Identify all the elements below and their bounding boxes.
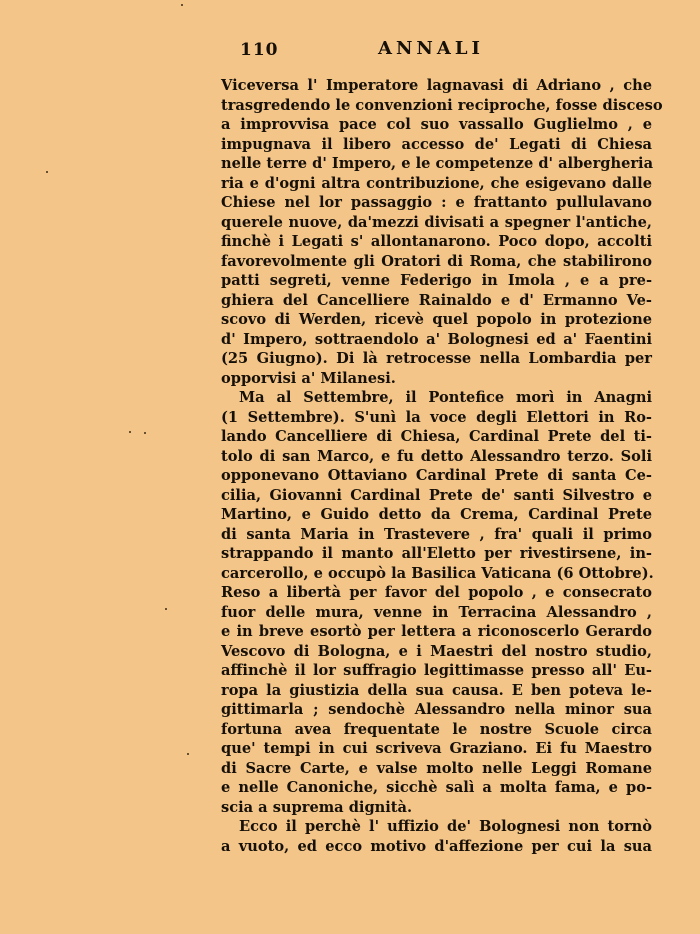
text-line: opponevano Ottaviano Cardinal Prete di santa Ce- <box>221 467 652 484</box>
text-line: ghiera del Cancelliere Rainaldo e d' Ermanno Ve- <box>221 291 652 309</box>
text-line: patti segreti, venne Federigo in Imola , e a pre- <box>221 272 652 289</box>
text-line: favorevolmente gli Oratori di Roma, che stabilirono <box>221 252 652 270</box>
text-line: Viceversa l' Imperatore lagnavasi di Adriano , che <box>221 77 652 94</box>
scan-speck <box>181 4 183 6</box>
body-text <box>221 76 663 856</box>
text-line: (25 Giugno). Di là retrocesse nella Lombardia per <box>221 350 652 367</box>
page-number: 110 <box>240 40 279 60</box>
text-line: Vescovo di Bologna, e i Maestri del nostro studio, <box>221 642 652 660</box>
text-line: finchè i Legati s' allontanarono. Poco dopo, accolti <box>221 233 652 250</box>
text-line: scovo di Werden, ricevè quel popolo in protezione <box>221 311 652 328</box>
running-head: ANNALI <box>378 38 484 59</box>
text-line: affinchè il lor suffragio legittimasse presso all' Eu- <box>221 662 652 679</box>
text-line: d' Impero, sottraendolo a' Bolognesi ed a' Faentini <box>221 330 652 348</box>
text-line: carcerollo, e occupò la Basilica Vaticana (6 Ottobre). <box>221 564 654 582</box>
text-line: e nelle Canoniche, sicchè salì a molta fama, e po- <box>221 779 652 796</box>
text-line: Chiese nel lor passaggio : e frattanto pullulavano <box>221 194 652 211</box>
text-line: impugnava il libero accesso de' Legati di Chiesa <box>221 135 652 153</box>
text-line: lando Cancelliere di Chiesa, Cardinal Prete del ti- <box>221 428 652 445</box>
text-line: fortuna avea frequentate le nostre Scuole circa <box>221 720 652 738</box>
text-line: di Sacre Carte, e valse molto nelle Leggi Romane <box>221 759 652 777</box>
text-line: querele nuove, da'mezzi divisati a spegner l'antiche, <box>221 213 652 231</box>
paragraph-3 <box>221 817 652 856</box>
text-line: ria e d'ogni altra contribuzione, che esigevano dalle <box>221 174 652 192</box>
text-line: Ecco il perchè l' uffizio de' Bolognesi non tornò <box>239 818 652 835</box>
text-line: tolo di san Marco, e fu detto Alessandro terzo. Soli <box>221 447 652 465</box>
text-line: strappando il manto all'Eletto per rivestirsene, in- <box>221 545 652 562</box>
text-line: cilia, Giovanni Cardinal Prete de' santi Silvestro e <box>221 486 652 504</box>
scan-speck <box>144 432 146 434</box>
text-line: Ma al Settembre, il Pontefice morì in Anagni <box>239 389 652 406</box>
text-line: fuor delle mura, venne in Terracina Alessandro , <box>221 603 652 621</box>
scan-speck <box>165 608 167 610</box>
text-line: que' tempi in cui scriveva Graziano. Ei fu Maestro <box>221 740 652 757</box>
text-line: gittimarla ; sendochè Alessandro nella minor sua <box>221 701 652 718</box>
scan-speck <box>46 171 48 173</box>
text-line: a vuoto, ed ecco motivo d'affezione per cui la sua <box>221 837 652 855</box>
paragraph-1 <box>221 76 663 388</box>
text-line: Reso a libertà per favor del popolo , e consecrato <box>221 584 652 601</box>
scan-speck <box>129 431 131 433</box>
text-line: ropa la giustizia della sua causa. E ben poteva le- <box>221 681 652 699</box>
text-line: Martino, e Guido detto da Crema, Cardinal Prete <box>221 506 652 523</box>
text-line: trasgredendo le convenzioni reciproche, fosse disceso <box>221 96 663 114</box>
scan-speck <box>187 753 189 755</box>
text-line: a improvvisa pace col suo vassallo Guglielmo , e <box>221 116 652 133</box>
paragraph-2 <box>221 388 652 817</box>
text-line: di santa Maria in Trastevere , fra' quali il primo <box>221 525 652 543</box>
text-line: scia a suprema dignità. <box>221 798 413 816</box>
text-line: (1 Settembre). S'unì la voce degli Elettori in Ro- <box>221 408 652 426</box>
text-line: e in breve esortò per lettera a riconoscerlo Gerardo <box>221 623 652 640</box>
text-line: nelle terre d' Impero, e le competenze d' albergheria <box>221 155 654 172</box>
text-line: opporvisi a' Milanesi. <box>221 369 396 387</box>
